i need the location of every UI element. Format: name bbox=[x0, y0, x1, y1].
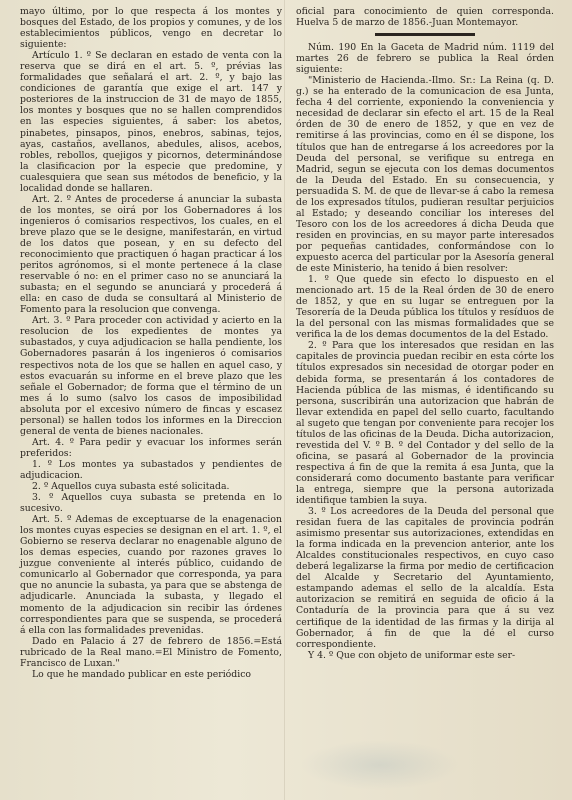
paragraph: 2. º Para que los interesados que residan en las capitales de provincia puedan recibir en esta córte los títulos expresados sin necesidad de otorgar poder en debida forma, se presentarán á los contadores de Hacienda pública de las mismas, é identificando su persona, suscribirán una autorizacion que habrán de llevar extendida en papel del sello cuarto, facultando al sugeto que tengan por conveniente para recojer los títulos de las oficinas de la Deuda. Dicha autorizacion, revestida del V. º B. º del Contador y del sello de la oficina, se pasará al Gobernador de la provincia respectiva á fin de que la remita á esa Junta, que la considerará como documento bastante para verificar la entrega, siempre que la persona autorizada identifique tambien la suya. bbox=[296, 340, 554, 507]
paragraph: 3. º Aquellos cuya subasta se pretenda en lo sucesivo. bbox=[20, 492, 282, 515]
paragraph: 3. º Los acreedores de la Deuda del personal que residan fuera de las capitales de provincia podrán asimismo presentar sus autorizaciones, extendidas en la forma indicada en la prevencion anterior, ante los Alcaldes constitucionales respectivos, en cuyo caso deberá legalizarse la firma por medio de certificacion del Alcalde y Secretario del Ayuntamiento, estampando ademas el sello de la alcaldía. Esta autorizacion se remitirá en seguida de oficio á la Contaduría de la provincia para que á su vez certifique de la identidad de las firmas y la dirija al Gobernador, á fin de que la dé el curso correspondiente. bbox=[296, 506, 554, 650]
paragraph: Artículo 1. º Se declaran en estado de venta con la reserva que se dirá en el art. 5. º, prévias las formalidades que señalará el art. 2. º, y bajo las condiciones de garantía que exige el art. 147 y posteriores de la instruccion de 31 de mayo de 1855, los montes y bosques que no se hallen comprendidos en las especies siguientes, á saber: los abetos, pinabetes, pinsapos, pinos, enebros, sabinas, tejos, ayas, castaños, avellanos, abedules, alisos, acebos, robles, rebollos, quejigos y picornos, determinándose la clasificacion por la especie que predomine, y cualesquiera que sean sus métodos de beneficio, y la localidad donde se hallaren. bbox=[20, 50, 282, 194]
right-column-body bbox=[296, 42, 554, 661]
paragraph: oficial para conocimiento de quien corresponda. Huelva 5 de marzo de 1856.-Juan Montemayor. bbox=[296, 6, 554, 29]
paragraph: 1. º Los montes ya subastados y pendientes de adjudicacion. bbox=[20, 458, 282, 481]
paragraph: 2. º Aquellos cuya subasta esté solicitada. bbox=[32, 481, 230, 493]
paragraph: Núm. 190 En la Gaceta de Madrid núm. 1119 del martes 26 de febrero se publica la Real órden siguiente: bbox=[296, 42, 554, 76]
paragraph: Lo que he mandado publicar en este periódico bbox=[32, 668, 252, 680]
paragraph: Art. 5. º Ademas de exceptuarse de la enagenacion los montes cuyas especies se designan en el art. 1. º, el Gobierno se reserva declarar no enagenable alguno de los demas especies, cuando por razones graves lo juzgue conveniente al interés público, cuidando de comunicarlo al Gobernador que corresponda, ya para que no anuncie la subasta, ya para que se abstenga de adjudicarle. Anunciada la subasta, y llegado el momento de la adjudicacion sin recibir las órdenes correspondientes para que se suspenda, se procederá á ella con las formalidades prevenidas. bbox=[20, 514, 282, 636]
paragraph: Dado en Palacio á 27 de febrero de 1856.=Está rubricado de la Real mano.=El Ministro de Fomento, Francisco de Luxan." bbox=[20, 635, 282, 669]
paragraph: 1. º Que quede sin efecto lo dispuesto en el mencionado art. 15 de la Real órden de 30 de enero de 1852, y que en su lugar se entreguen por la Tesorería de la Deuda pública los títulos y resíduos de la del personal con las mismas formalidades que se verifica la de los demas documentos de la del Estado. bbox=[296, 274, 554, 341]
left-column bbox=[20, 6, 282, 680]
paragraph: mayo último, por lo que respecta á los montes y bosques del Estado, de los propios y comunes, y de los establecimientos públicos, vengo en decretar lo siguiente: bbox=[20, 6, 282, 51]
section-divider-rule bbox=[375, 33, 475, 36]
paragraph: Art. 2. º Antes de procederse á anunciar la subasta de los montes, se oirá por los Gobernadores á los ingenieros ó comisarios respectivos, los cuales, en el breve plazo que se le designe, manifestarán, en virtud de los datos que posean, y en su defecto del reconocimiento que practiquen ó hagan practicar á los peritos agrónomos, si el monte pertenece á la clase reservable ó no: en el primer caso no se anunciará la subasta; en el segundo se anunciará y procederá á ella: en caso de duda se consultará al Ministerio de Fomento para la resolucion que convenga. bbox=[20, 193, 282, 316]
paper-stain bbox=[300, 740, 460, 790]
paragraph: "Ministerio de Hacienda.-Ilmo. Sr.: La Reina (q. D. g.) se ha enterado de la comunicacion de esa Junta, fecha 4 del corriente, exponiendo la conveniencia y necesidad de declarar sin efecto el art. 15 de la Real órden de 30 de enero de 1852, y que en vez de remitirse á las provincias, como en él se dispone, los títulos que han de entregarse á los acreedores por la Deuda del personal, se verifique su entrega en Madrid, segun se ejecuta con los demas documentos de la Deuda del Estado. En su consecuencia, y persuadida S. M. de que de llevar-se á cabo la remesa de los expresados títulos, pudieran resultar perjuicios al Estado; y deseando conciliar los intereses del Tesoro con los de los acreedores á dicha Deuda que residen en provincias, en su mayor parte interesados por pequeñas cantidades, conformándose con lo expuesto acerca del particular por la Asesoría general de este Ministerio, ha tenido á bien resolver: bbox=[296, 75, 554, 275]
column-gutter bbox=[284, 0, 285, 800]
paragraph: Art. 4. º Para pedir y evacuar los informes serán preferidos: bbox=[20, 436, 282, 459]
right-column bbox=[296, 6, 554, 661]
paragraph: Art. 3. º Para proceder con actividad y acierto en la resolucion de los expedientes de montes ya subastados, y cuya adjudicacion se halla pendiente, los Gobernadores pasarán á los ingenieros ó comisarios respectivos nota de los que se hallen en aquel caso, y estos evacuarán su informe en el breve plazo que les señale el Gobernador; de forma que el término de un mes á lo sumo (salvo los casos de imposibilidad absoluta por el excesivo número de fincas y escasez personal) se hallen todos los informes en la Direccion general de venta de bienes nacionales. bbox=[20, 315, 282, 437]
right-column-top bbox=[296, 6, 554, 28]
paragraph: Y 4. º Que con objeto de uniformar este ser- bbox=[308, 649, 516, 661]
